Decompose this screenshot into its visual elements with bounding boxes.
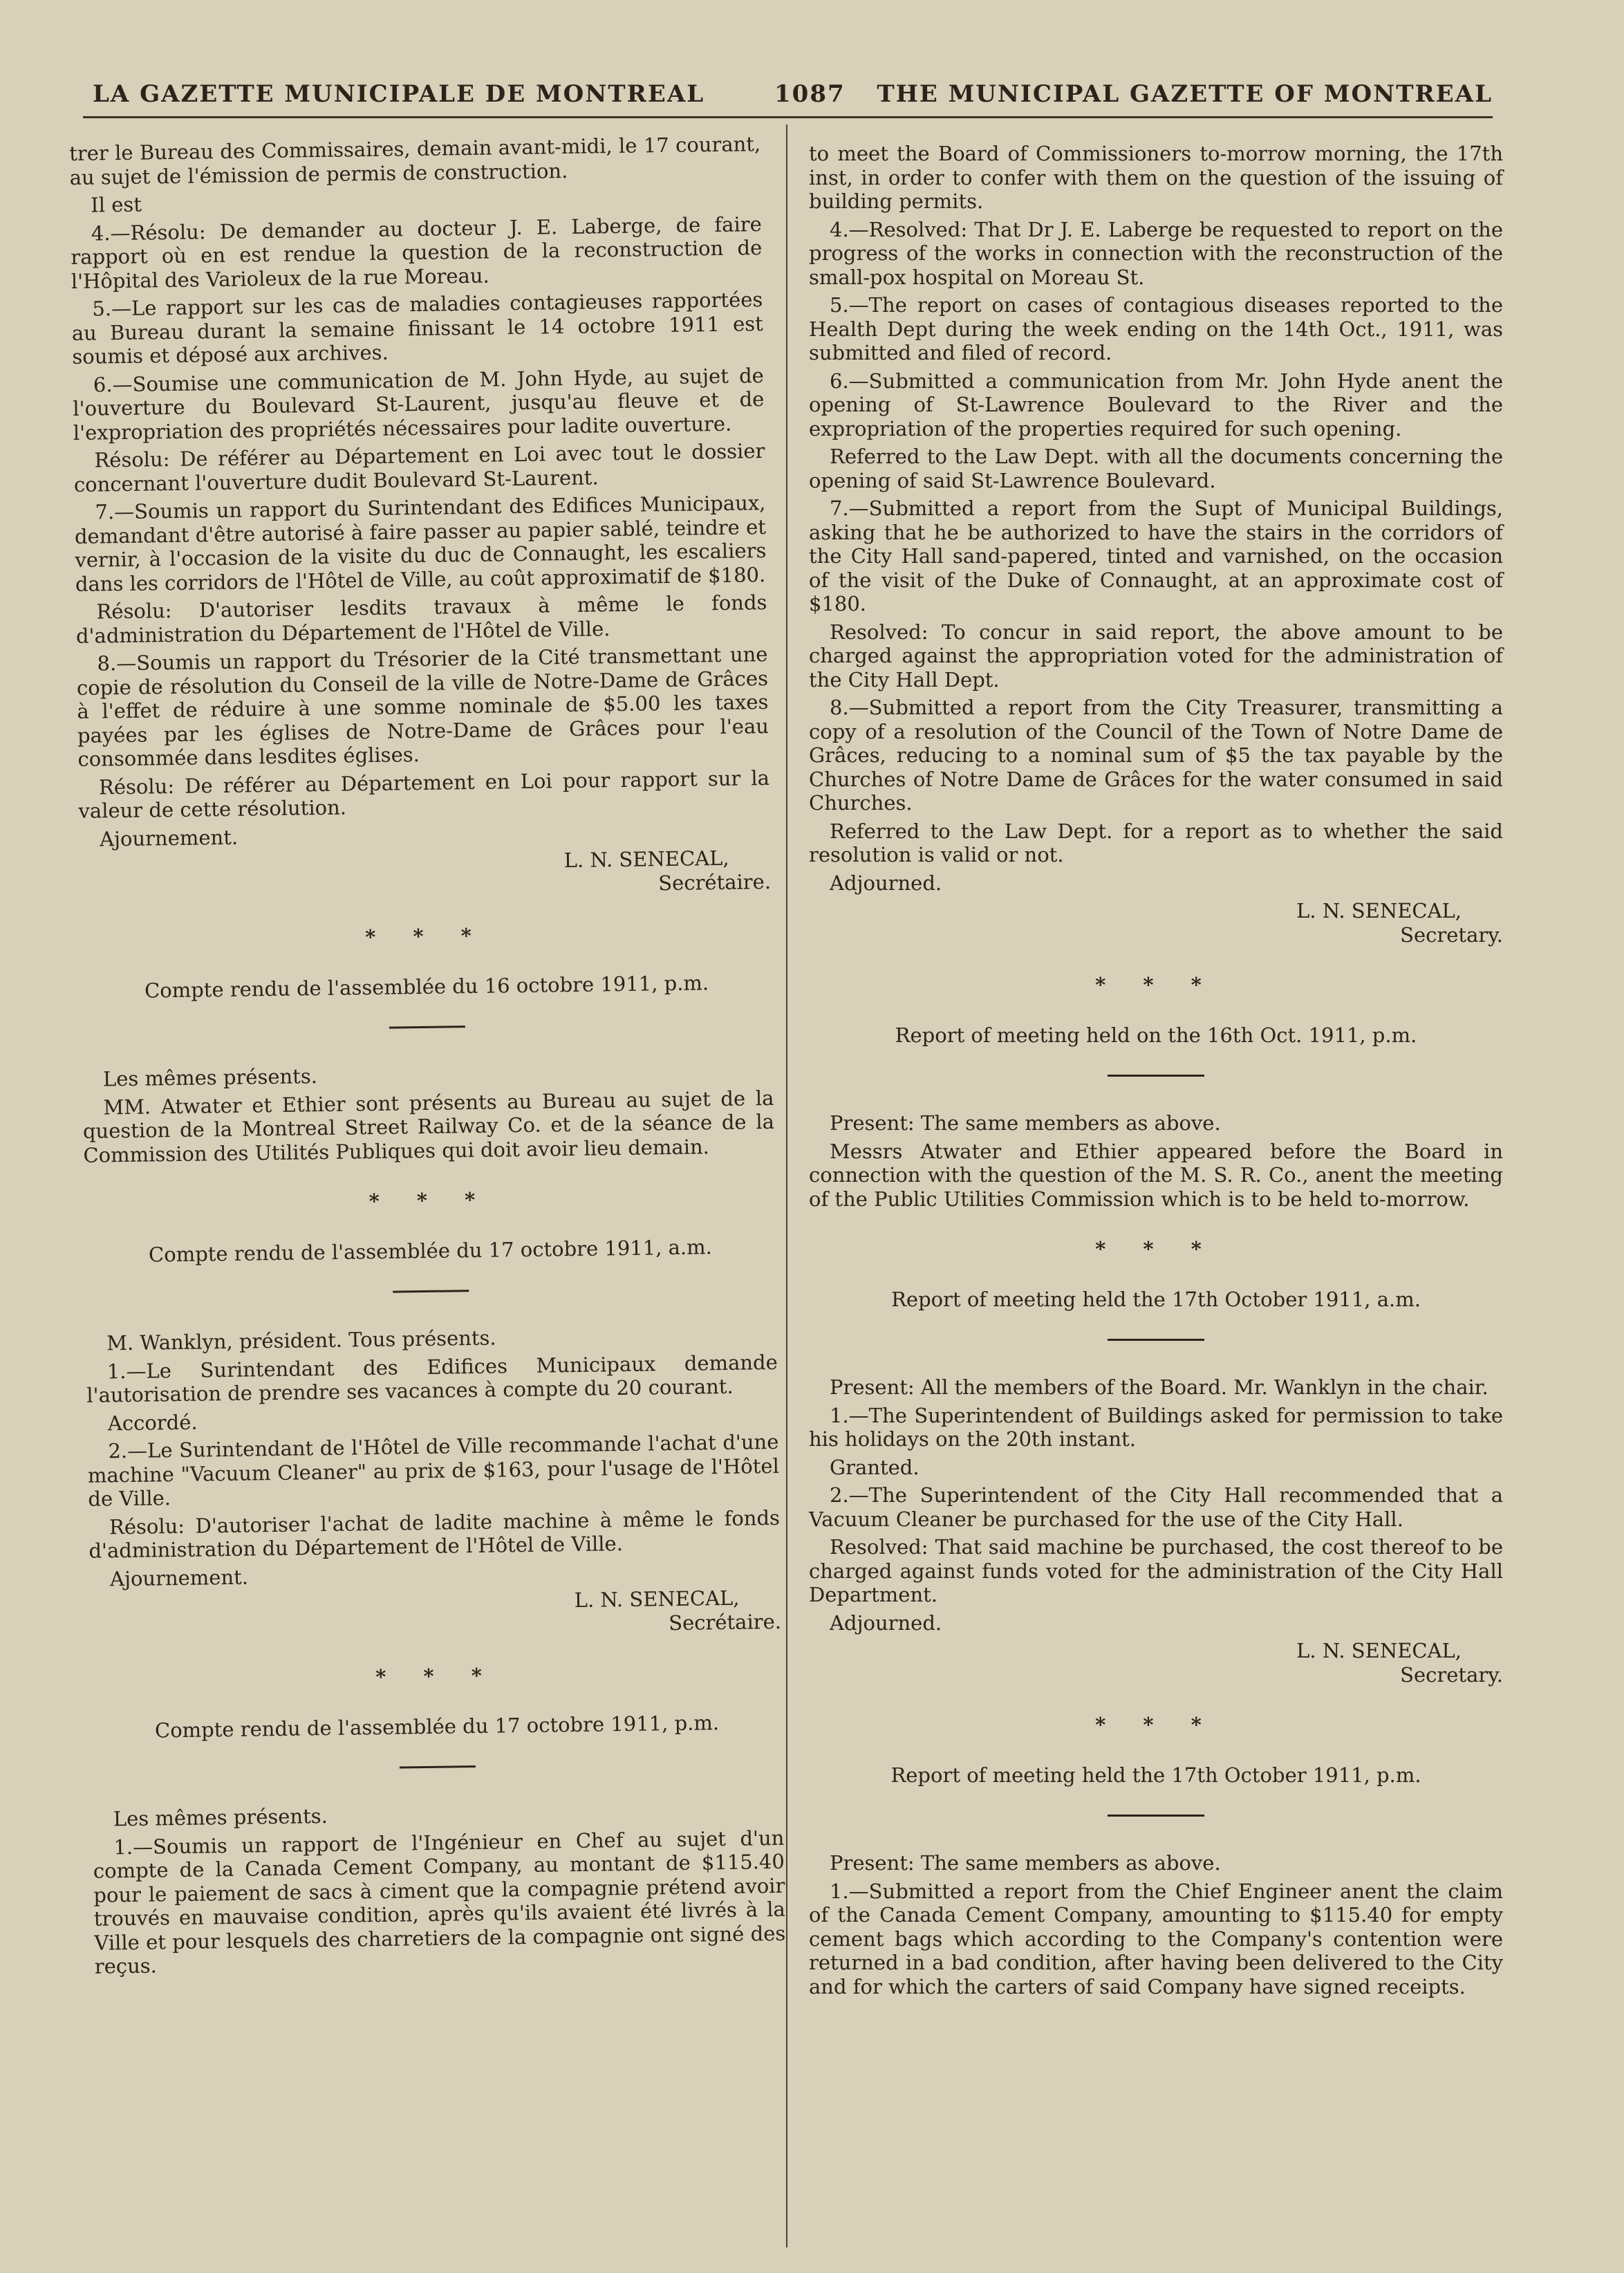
- paragraph: Ajournement.: [109, 1565, 249, 1590]
- paragraph: Adjourned.: [830, 871, 942, 895]
- paragraph: 5.—The report on cases of contagious diseases reported to the Health Dept during the week ending on the 14th Oct., 1911, was submitted and filed of record.: [809, 293, 1503, 364]
- section-separator: * * *: [1095, 1713, 1217, 1736]
- short-rule: [400, 1765, 476, 1769]
- section-separator: * * *: [365, 923, 487, 949]
- short-rule: [1108, 1075, 1204, 1077]
- paragraph: Résolu: D'autoriser l'achat de ladite machine à même le fonds d'administration du Département de l'Hôtel de Ville.: [88, 1505, 781, 1563]
- paragraph: Résolu: De référer au Département en Loi pour rapport sur la valeur de cette résolution.: [78, 766, 770, 823]
- paragraph: 8.—Submitted a report from the City Treasurer, transmitting a copy of a resolution of the Council of the Town of Notre Dame de Grâces, reducing to a nominal sum of $5 the tax payable by the Churches of Notre Dame de Grâces for the water consumed in said Churches.: [809, 696, 1503, 815]
- paragraph: Il est: [91, 192, 142, 217]
- paragraph: 2.—Le Surintendant de l'Hôtel de Ville recommande l'achat d'une machine "Vacuum Cleaner" au prix de $163, pour l'usage de l'Hôtel de Ville.: [87, 1429, 780, 1511]
- paragraph: Les mêmes présents.: [102, 1064, 318, 1091]
- signature-name: L. N. SENECAL,: [574, 1586, 740, 1613]
- paragraph: Les mêmes présents.: [113, 1804, 328, 1831]
- paragraph: 6.—Submitted a communication from Mr. John Hyde anent the opening of St-Lawrence Boulevard to the River and the expropriation of the properties required for such opening.: [809, 369, 1503, 440]
- paragraph: Present: The same members as above.: [830, 1111, 1221, 1135]
- section-separator: * * *: [1095, 973, 1217, 996]
- meeting-heading: Compte rendu de l'assemblée du 16 octobre 1911, p.m.: [144, 970, 709, 1003]
- paragraph: Referred to the Law Dept. for a report as to whether the said resolution is valid or not.: [809, 819, 1503, 866]
- paragraph: Present: All the members of the Board. Mr. Wanklyn in the chair.: [830, 1375, 1488, 1399]
- signature-title: Secrétaire.: [658, 869, 772, 895]
- short-rule: [393, 1290, 469, 1293]
- paragraph: to meet the Board of Commissioners to-morrow morning, the 17th inst, in order to confer with them on the question of the issuing of building permits.: [809, 142, 1503, 213]
- paragraph: Resolved: To concur in said report, the above amount to be charged against the appropriation voted for the administration of the City Hall Dept.: [809, 620, 1503, 692]
- paragraph: 2.—The Superintendent of the City Hall recommended that a Vacuum Cleaner be purchased for the use of the City Hall.: [809, 1483, 1503, 1531]
- paragraph: 1.—Le Surintendant des Edifices Municipaux demande l'autorisation de prendre ses vacances à compte du 20 courant.: [86, 1350, 778, 1407]
- paragraph: Résolu: De référer au Département en Loi avec tout le dossier concernant l'ouverture dudit Boulevard St-Laurent.: [73, 438, 765, 497]
- paragraph: 5.—Le rapport sur les cas de maladies contagieuses rapportées au Bureau durant la semaine finissant le 14 octobre 1911 est soumis et déposé aux archives.: [71, 288, 764, 369]
- paragraph: Accordé.: [107, 1410, 198, 1435]
- signature-block: [809, 899, 1503, 947]
- section-separator: * * *: [375, 1663, 498, 1689]
- paragraph: 1.—Soumis un rapport de l'Ingénieur en Chef au sujet d'un compte de la Canada Cement Company, au montant de $115.40 pour le paiement de sacs à ciment que la compagnie prétend avoir trouvés en mauvaise condition, après qu'ils avaient été livrés à la Ville et pour lesquels des charretiers de la compagnie ont signé des reçus.: [93, 1826, 786, 1978]
- french-column: [69, 132, 786, 1983]
- paragraph: 7.—Submitted a report from the Supt of Municipal Buildings, asking that he be authorized to have the stairs in the corridors of the City Hall sand-papered, tinted and varnished, on the occasion of the visit of the Duke of Connaught, at an approximate cost of $180.: [809, 497, 1503, 615]
- paragraph: Ajournement.: [99, 825, 239, 851]
- signature-title: Secretary.: [1400, 1662, 1503, 1687]
- signature-title: Secrétaire.: [668, 1609, 782, 1635]
- paragraph: Adjourned.: [830, 1611, 942, 1635]
- english-column: [809, 142, 1503, 2003]
- meeting-heading: Report of meeting held on the 16th Oct. 1911, p.m.: [895, 1023, 1417, 1047]
- page-number: 1087: [774, 80, 846, 108]
- paragraph: 7.—Soumis un rapport du Surintendant des Edifices Municipaux, demandant d'être autorisé à faire passer au papier sablé, teindre et vernir, à l'occasion de la visite du duc de Connaught, les escaliers dans les corridors de l'Hôtel de Ville, au coût approximatif de $180.: [74, 490, 767, 596]
- paragraph: trer le Bureau des Commissaires, demain avant-midi, le 17 courant, au sujet de l'émission de permis de construction.: [69, 132, 761, 189]
- paragraph: 6.—Soumise une communication de M. John Hyde, au sujet de l'ouverture du Boulevard St-Laurent, jusqu'au fleuve et de l'expropriation des propriétés nécessaires pour ladite ouverture.: [73, 363, 765, 445]
- meeting-heading: Compte rendu de l'assemblée du 17 octobre 1911, p.m.: [154, 1710, 720, 1742]
- paragraph: 4.—Resolved: That Dr J. E. Laberge be requested to report on the progress of the works in connection with the reconstruction of the small-pox hospital on Moreau St.: [809, 217, 1503, 289]
- page-header: [83, 75, 1493, 118]
- short-rule: [1108, 1339, 1204, 1341]
- signature-name: L. N. SENECAL,: [1296, 1639, 1462, 1662]
- section-separator: * * *: [1095, 1237, 1217, 1261]
- short-rule: [389, 1026, 465, 1029]
- paragraph: Granted.: [830, 1455, 920, 1479]
- paragraph: Present: The same members as above.: [830, 1851, 1221, 1875]
- signature-name: L. N. SENECAL,: [1296, 899, 1462, 922]
- paragraph: 1.—The Superintendent of Buildings asked for permission to take his holidays on the 20th instant.: [809, 1403, 1503, 1451]
- paragraph: Referred to the Law Dept. with all the documents concerning the opening of said St-Lawrence Boulevard.: [809, 445, 1503, 492]
- paragraph: 1.—Submitted a report from the Chief Engineer anent the claim of the Canada Cement Company, amounting to $115.40 for empty cement bags which according to the Company's contention were returned in a bad condition, after having been delivered to the City and for which the carters of said Company have signed receipts.: [809, 1879, 1503, 1998]
- section-separator: * * *: [368, 1187, 491, 1214]
- meeting-heading: Compte rendu de l'assemblée du 17 octobre 1911, a.m.: [148, 1234, 713, 1267]
- paragraph: Messrs Atwater and Ethier appeared before the Board in connection with the question of the M. S. R. Co., anent the meeting of the Public Utilities Commission which is to be held to-morrow.: [809, 1139, 1503, 1211]
- meeting-heading: Report of meeting held the 17th October 1911, p.m.: [890, 1763, 1421, 1787]
- paragraph: M. Wanklyn, président. Tous présents.: [106, 1326, 496, 1355]
- paragraph: Résolu: D'autoriser lesdits travaux à même le fonds d'administration du Département de l'Hôtel de Ville.: [75, 590, 767, 648]
- signature-block: [809, 1639, 1503, 1687]
- signature-name: L. N. SENECAL,: [563, 846, 729, 873]
- paragraph: 4.—Résolu: De demander au docteur J. E. Laberge, de faire rapport où en est rendue la question de la reconstruction de l'Hôpital des Varioleux de la rue Moreau.: [71, 212, 763, 293]
- signature-block: [79, 846, 771, 903]
- signature-block: [89, 1586, 781, 1643]
- paragraph: MM. Atwater et Ethier sont présents au Bureau au sujet de la question de la Montreal Street Railway Co. et de la séance de la Commission des Utilités Publiques qui doit avoir lieu demain.: [82, 1086, 775, 1167]
- header-title-en: THE MUNICIPAL GAZETTE OF MONTREAL: [877, 80, 1493, 108]
- paragraph: Resolved: That said machine be purchased, the cost thereof to be charged against funds voted for the administration of the City Hall Department.: [809, 1535, 1503, 1606]
- short-rule: [1108, 1815, 1204, 1817]
- header-title-fr: LA GAZETTE MUNICIPALE DE MONTREAL: [93, 80, 705, 108]
- column-divider: [786, 124, 787, 2247]
- paragraph: 8.—Soumis un rapport du Trésorier de la Cité transmettant une copie de résolution du Conseil de la ville de Notre-Dame de Grâces à l'effet de réduire à une somme nominale de $5.00 les taxes payées par les églises de Notre-Dame de Grâces pour l'eau consommée dans lesdites églises.: [76, 642, 769, 771]
- signature-title: Secretary.: [1400, 922, 1503, 947]
- meeting-heading: Report of meeting held the 17th October 1911, a.m.: [891, 1287, 1421, 1311]
